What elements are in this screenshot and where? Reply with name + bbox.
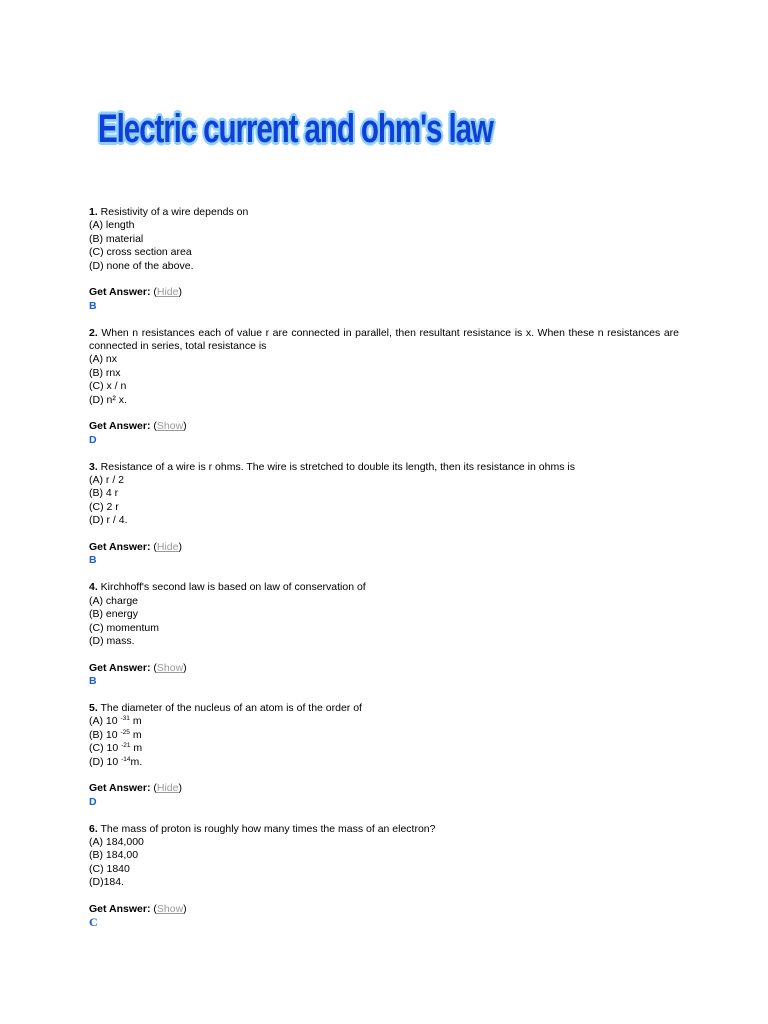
option-b: (B) material — [89, 232, 144, 245]
option-c: (C) 1840 — [89, 862, 130, 875]
question-3 — [89, 461, 679, 568]
option-b: (B) 4 r — [89, 487, 119, 500]
answer-letter: B — [89, 675, 97, 688]
answer-block — [89, 782, 679, 809]
option-c — [89, 742, 679, 755]
option-d — [89, 756, 679, 769]
get-answer-row: Get Answer: (Hide) — [89, 782, 182, 795]
question-stem: Resistance of a wire is r ohms. The wire is stretched to double its length, then its resistance in ohms is — [97, 460, 575, 473]
option-base: (B) 10 — [89, 728, 121, 741]
option-d: (D) n² x. — [89, 393, 127, 406]
option-c: (C) x / n — [89, 380, 127, 393]
option-unit: m — [129, 728, 142, 741]
question-list — [89, 206, 679, 943]
question-stem: Kirchhoff's second law is based on law of conservation of — [97, 581, 366, 594]
answer-letter: D — [89, 795, 97, 808]
option-exponent: -14 — [121, 755, 131, 763]
option-a — [89, 715, 679, 728]
option-base: (C) 10 — [89, 742, 122, 755]
question-4 — [89, 581, 679, 688]
question-text — [89, 823, 679, 836]
question-1 — [89, 206, 679, 313]
option-b: (B) rnx — [89, 366, 121, 379]
page-title: Electric current and ohm's law — [98, 107, 493, 151]
hide-answer-link[interactable]: Hide — [156, 782, 179, 795]
question-number: 2. — [89, 326, 98, 339]
answer-letter: B — [89, 299, 97, 312]
get-answer-label: Get Answer: — [89, 286, 151, 299]
question-text — [89, 581, 679, 594]
answer-letter: C — [89, 915, 98, 930]
question-text — [89, 327, 679, 354]
option-a: (A) r / 2 — [89, 474, 125, 487]
get-answer-row: Get Answer: (Show) — [89, 420, 187, 433]
question-text — [89, 461, 679, 474]
option-d: (D) mass. — [89, 634, 135, 647]
answer-letter: B — [89, 554, 97, 567]
option-b — [89, 729, 679, 742]
option-exponent: -31 — [120, 715, 130, 723]
hide-answer-link[interactable]: Hide — [156, 286, 179, 299]
option-unit: m. — [130, 755, 143, 768]
get-answer-row: Get Answer: (Hide) — [89, 541, 182, 554]
get-answer-row: Get Answer: (Hide) — [89, 286, 182, 299]
option-unit: m — [129, 715, 142, 728]
option-c: (C) 2 r — [89, 500, 119, 513]
get-answer-row: Get Answer: (Show) — [89, 902, 187, 915]
page-title-banner — [98, 104, 493, 160]
question-stem: The mass of proton is roughly how many times the mass of an electron? — [97, 822, 436, 835]
option-c: (C) momentum — [89, 621, 160, 634]
get-answer-label: Get Answer: — [89, 902, 151, 915]
get-answer-label: Get Answer: — [89, 661, 151, 674]
question-stem: Resistivity of a wire depends on — [97, 206, 249, 218]
question-number: 4. — [89, 581, 98, 594]
answer-block — [89, 662, 679, 689]
option-unit: m — [130, 742, 143, 755]
question-stem: The diameter of the nucleus of an atom is of the order of — [97, 701, 362, 714]
get-answer-label: Get Answer: — [89, 420, 151, 433]
option-exponent: -21 — [121, 742, 131, 750]
option-d: (D)184. — [89, 876, 125, 889]
question-2 — [89, 327, 679, 448]
answer-block — [89, 286, 679, 313]
answer-letter: D — [89, 433, 97, 446]
show-answer-link[interactable]: Show — [156, 902, 184, 915]
option-a: (A) nx — [89, 353, 118, 366]
option-base: (A) 10 — [89, 715, 121, 728]
option-c: (C) cross section area — [89, 246, 192, 259]
hide-answer-link[interactable]: Hide — [156, 541, 179, 554]
get-answer-label: Get Answer: — [89, 782, 151, 795]
get-answer-row: Get Answer: (Show) — [89, 661, 187, 674]
option-d: (D) none of the above. — [89, 259, 194, 272]
option-b: (B) energy — [89, 608, 139, 621]
question-number: 5. — [89, 701, 98, 714]
option-a: (A) length — [89, 219, 135, 232]
answer-block — [89, 420, 679, 447]
question-text — [89, 206, 679, 219]
answer-block — [89, 541, 679, 568]
question-text — [89, 702, 679, 715]
question-5 — [89, 702, 679, 809]
option-a: (A) charge — [89, 594, 139, 607]
show-answer-link[interactable]: Show — [156, 420, 184, 433]
option-b: (B) 184,00 — [89, 849, 139, 862]
answer-block — [89, 903, 679, 930]
option-a: (A) 184,000 — [89, 835, 144, 848]
show-answer-link[interactable]: Show — [156, 661, 184, 674]
question-number: 6. — [89, 822, 98, 835]
option-base: (D) 10 — [89, 755, 122, 768]
option-d: (D) r / 4. — [89, 514, 128, 527]
question-6 — [89, 823, 679, 930]
option-exponent: -25 — [120, 728, 130, 736]
question-stem: When n resistances each of value r are connected in parallel, then resultant resistance is x. When these n resistances are connected in series, total resistance is — [89, 326, 679, 353]
question-number: 1. — [89, 206, 98, 218]
question-number: 3. — [89, 460, 98, 473]
get-answer-label: Get Answer: — [89, 541, 151, 554]
